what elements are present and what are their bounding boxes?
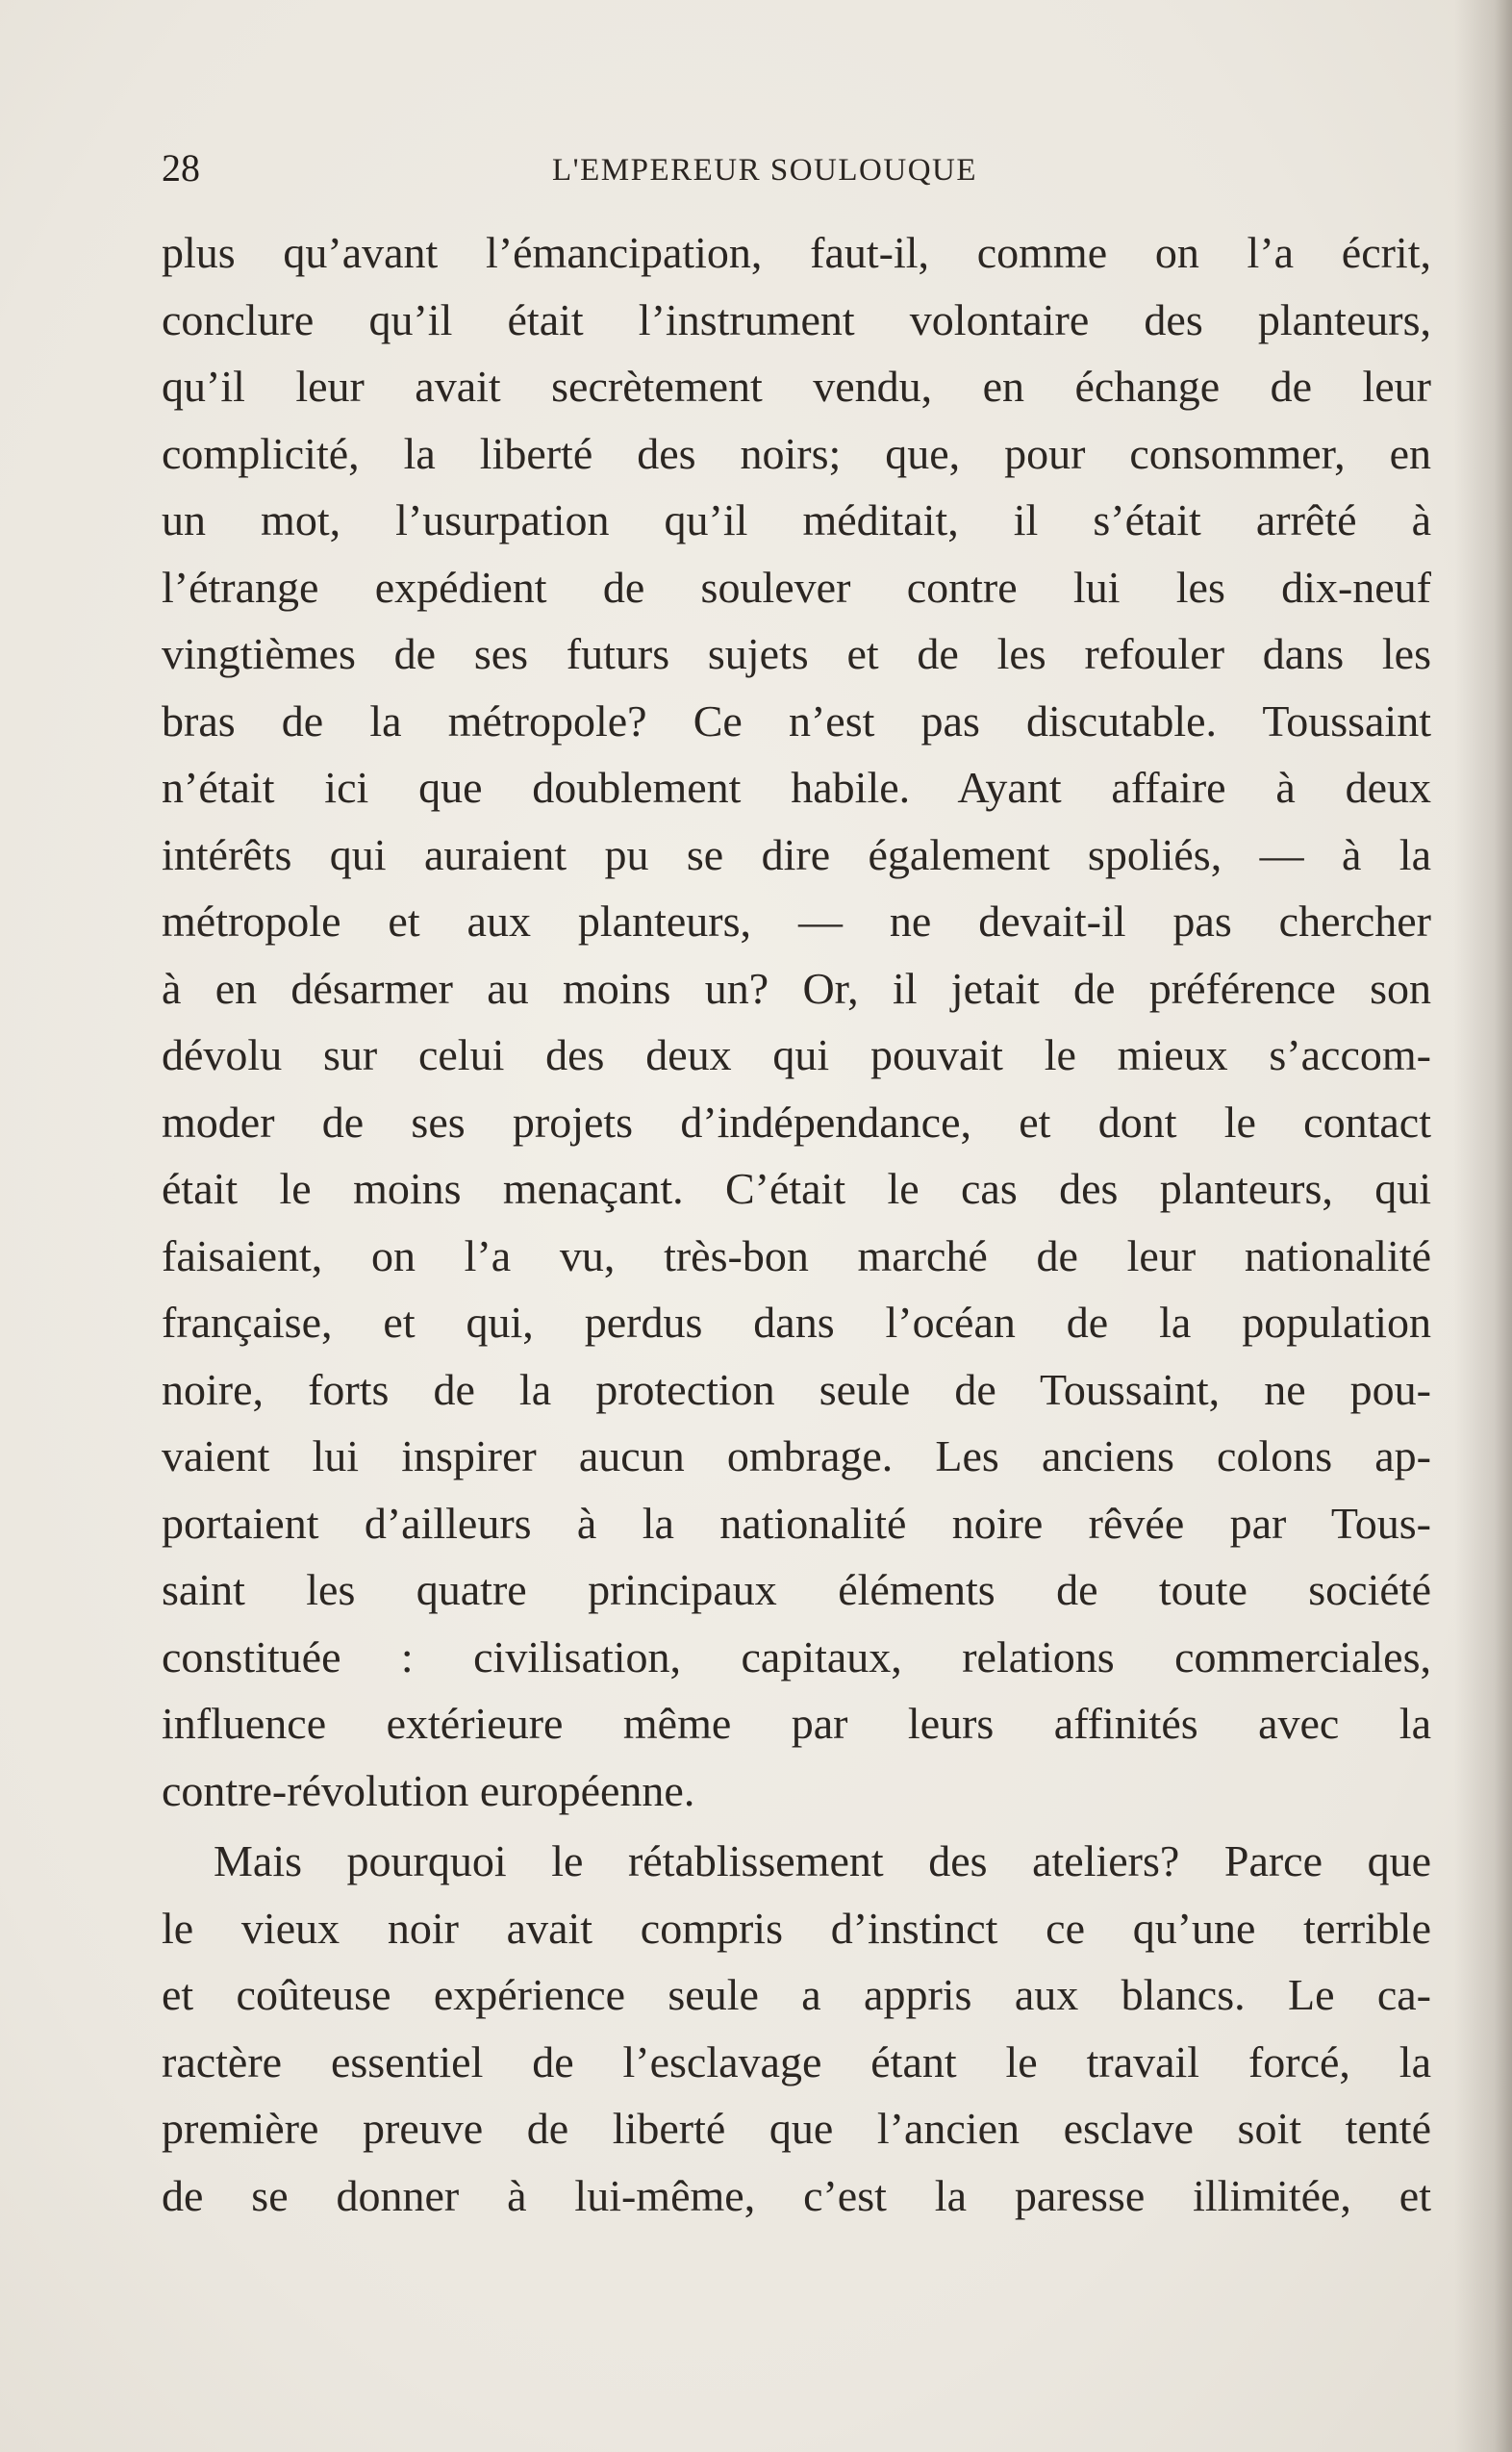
text-line: un mot, l’usurpation qu’il méditait, il s’était arrêté à <box>162 495 1431 544</box>
text-line: influence extérieure même par leurs affinités avec la <box>162 1699 1431 1748</box>
text-line: complicité, la liberté des noirs; que, pour consommer, en <box>162 428 1431 478</box>
text-line: bras de la métropole? Ce n’est pas discutable. Toussaint <box>162 695 1431 746</box>
text-line: Mais pourquoi le rétablissement des ateliers? Parce que <box>214 1836 1431 1885</box>
page-number: 28 <box>162 146 200 190</box>
text-line: conclure qu’il était l’instrument volontaire des planteurs, <box>162 294 1431 344</box>
text-line: dévolu sur celui des deux qui pouvait le mieux s’accom- <box>162 1030 1431 1079</box>
text-line: de se donner à lui-même, c’est la paresse illimitée, et <box>162 2170 1431 2220</box>
text-line: vingtièmes de ses futurs sujets et de les refouler dans les <box>162 629 1431 678</box>
text-line: le vieux noir avait compris d’instinct ce qu’une terrible <box>162 1903 1431 1953</box>
text-line: métropole et aux planteurs, — ne devait-il pas chercher <box>162 897 1431 946</box>
text-line: n’était ici que doublement habile. Ayant affaire à deux <box>162 763 1431 812</box>
text-line: plus qu’avant l’émancipation, faut-il, comme on l’a écrit, <box>162 228 1431 277</box>
text-line: à en désarmer au moins un? Or, il jetait de préférence son <box>162 963 1431 1013</box>
text-line: française, et qui, perdus dans l’océan de la population <box>162 1298 1431 1347</box>
running-head <box>162 144 1431 192</box>
text-line: vaient lui inspirer aucun ombrage. Les anciens colons ap- <box>162 1431 1431 1480</box>
text-line: ractère essentiel de l’esclavage étant le travail forcé, la <box>162 2036 1431 2086</box>
text-line: intérêts qui auraient pu se dire également spoliés, — à la <box>162 829 1431 879</box>
paragraph-1 <box>162 219 1431 1824</box>
paragraph-2 <box>162 1828 1431 2229</box>
text-line: et coûteuse expérience seule a appris aux blancs. Le ca- <box>162 1970 1431 2019</box>
text-line: saint les quatre principaux éléments de toute société <box>162 1565 1431 1614</box>
text-line: moder de ses projets d’indépendance, et dont le contact <box>162 1097 1431 1147</box>
text-line: constituée : civilisation, capitaux, relations commerciales, <box>162 1631 1431 1681</box>
text-line: portaient d’ailleurs à la nationalité noire rêvée par Tous- <box>162 1498 1431 1548</box>
text-line: contre-révolution européenne. <box>162 1765 695 1815</box>
text-line: qu’il leur avait secrètement vendu, en échange de leur <box>162 362 1431 411</box>
page-spine-shadow <box>1454 0 1512 2452</box>
text-line: l’étrange expédient de soulever contre lui les dix-neuf <box>162 562 1431 612</box>
text-line: première preuve de liberté que l’ancien esclave soit tenté <box>162 2104 1431 2153</box>
text-line: noire, forts de la protection seule de Toussaint, ne pou- <box>162 1364 1431 1414</box>
text-line: était le moins menaçant. C’était le cas des planteurs, qui <box>162 1164 1431 1213</box>
text-line: faisaient, on l’a vu, très-bon marché de leur nationalité <box>162 1230 1431 1280</box>
body-text <box>162 219 1431 2229</box>
running-title: L'EMPEREUR SOULOUQUE <box>552 153 978 188</box>
